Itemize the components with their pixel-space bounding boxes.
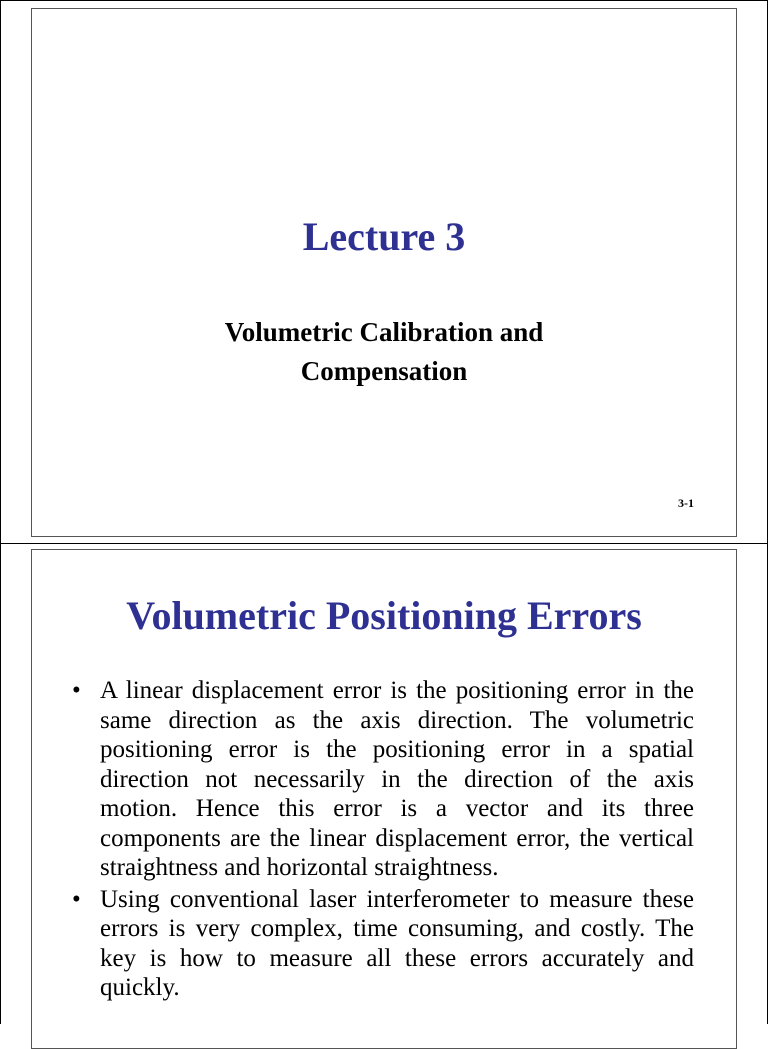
- bullet-item: [72, 676, 694, 883]
- slide-subtitle: [32, 313, 736, 391]
- bullet-item: [72, 885, 694, 1003]
- subtitle-line-1: Volumetric Calibration and: [224, 317, 544, 347]
- bullet-text: Using conventional laser interferometer to measure these errors is very complex, time consuming, and costly. The key is how to measure all these errors accurately and quickly.: [100, 885, 694, 1001]
- slide-title: Lecture 3: [302, 214, 466, 259]
- slide-number: 3-1: [678, 496, 694, 510]
- slide-separator: [0, 543, 768, 544]
- subtitle-line-2: Compensation: [300, 356, 468, 386]
- slide-title: Volumetric Positioning Errors: [126, 593, 642, 638]
- bullet-text: A linear displacement error is the positioning error in the same direction as the axis direction. The volumetric positioning error is the positioning error in a spatial direction not necessarily in the direction of the axis motion. Hence this error is a vector and its three components are the linear displacement error, the vertical straightness and horizontal straightness.: [100, 677, 694, 881]
- bullet-icon: •: [72, 885, 81, 913]
- page-left-edge: [0, 0, 1, 1024]
- slide-1: [31, 8, 737, 537]
- bullet-icon: •: [72, 677, 81, 704]
- page-top-border: [0, 0, 768, 1]
- bullet-list: [72, 676, 694, 1005]
- slide-2: [31, 549, 737, 1049]
